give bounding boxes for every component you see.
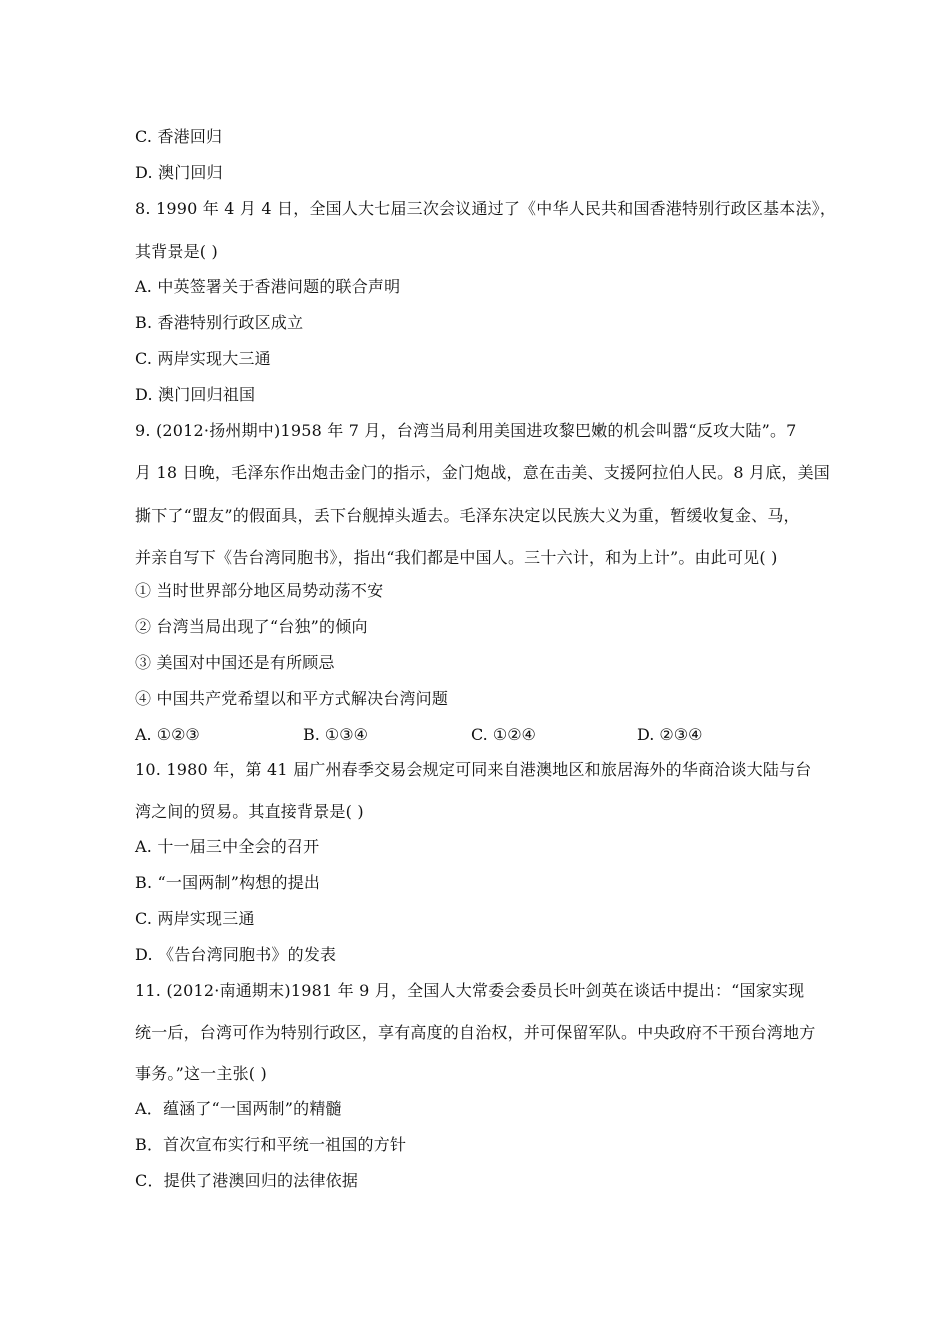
- q9-option-c: C. ①②④: [471, 725, 536, 744]
- q9-option-a: A. ①②③: [135, 725, 200, 744]
- q10-option-c: C. 两岸实现三通: [135, 909, 255, 928]
- q11-option-c: C．提供了港澳回归的法律依据: [135, 1171, 359, 1190]
- q9-option-b: B. ①③④: [303, 725, 368, 744]
- q11-stem-line-2: 统一后，台湾可作为特别行政区，享有高度的自治权，并可保留军队。中央政府不干预台湾地方: [135, 1023, 816, 1042]
- q8-stem-line-1: 8. 1990 年 4 月 4 日，全国人大七届三次会议通过了《中华人民共和国香港特别行政区基本法》，: [135, 199, 837, 218]
- q9-option-d: D. ②③④: [637, 725, 703, 744]
- q10-stem-line-1: 10. 1980 年，第 41 届广州春季交易会规定可同来自港澳地区和旅居海外的华商洽谈大陆与台: [135, 760, 812, 779]
- q10-option-d: D. 《告台湾同胞书》的发表: [135, 945, 337, 964]
- q10-stem-line-2: 湾之间的贸易。其直接背景是( ): [135, 802, 364, 821]
- q8-option-d: D. 澳门回归祖国: [135, 385, 256, 404]
- q9-stem-line-1: 9. (2012·扬州期中)1958 年 7 月，台湾当局利用美国进攻黎巴嫩的机会叫嚣“反攻大陆”。7: [135, 421, 797, 440]
- q9-stem-line-3: 撕下了“盟友”的假面具，丢下台舰掉头遁去。毛泽东决定以民族大义为重，暂缓收复金、马，: [135, 506, 800, 525]
- q10-option-a: A. 十一届三中全会的召开: [135, 837, 320, 856]
- q8-option-a: A. 中英签署关于香港问题的联合声明: [135, 277, 401, 296]
- q9-statement-1: ① 当时世界部分地区局势动荡不安: [135, 581, 384, 600]
- q9-stem-line-2: 月 18 日晚，毛泽东作出炮击金门的指示，金门炮战，意在击美、支援阿拉伯人民。8 月底，美国: [135, 463, 830, 482]
- q9-statement-3: ③ 美国对中国还是有所顾忌: [135, 653, 335, 672]
- q11-option-b: B．首次宣布实行和平统一祖国的方针: [135, 1135, 407, 1154]
- q9-statement-2: ② 台湾当局出现了“台独”的倾向: [135, 617, 368, 636]
- q7-option-c: C. 香港回归: [135, 127, 223, 146]
- q11-stem-line-1: 11. (2012·南通期末)1981 年 9 月，全国人大常委会委员长叶剑英在谈话中提出：“国家实现: [135, 981, 805, 1000]
- q8-option-b: B. 香港特别行政区成立: [135, 313, 304, 332]
- q11-option-a: A．蕴涵了“一国两制”的精髓: [135, 1099, 342, 1118]
- q10-option-b: B. “一国两制”构想的提出: [135, 873, 321, 892]
- q11-stem-line-3: 事务。”这一主张( ): [135, 1064, 267, 1083]
- q7-option-d: D. 澳门回归: [135, 163, 223, 182]
- q8-stem-line-2: 其背景是( ): [135, 242, 218, 261]
- q9-stem-line-4: 并亲自写下《告台湾同胞书》，指出“我们都是中国人。三十六计，和为上计”。由此可见( ): [135, 548, 778, 567]
- q8-option-c: C. 两岸实现大三通: [135, 349, 271, 368]
- q9-statement-4: ④ 中国共产党希望以和平方式解决台湾问题: [135, 689, 449, 708]
